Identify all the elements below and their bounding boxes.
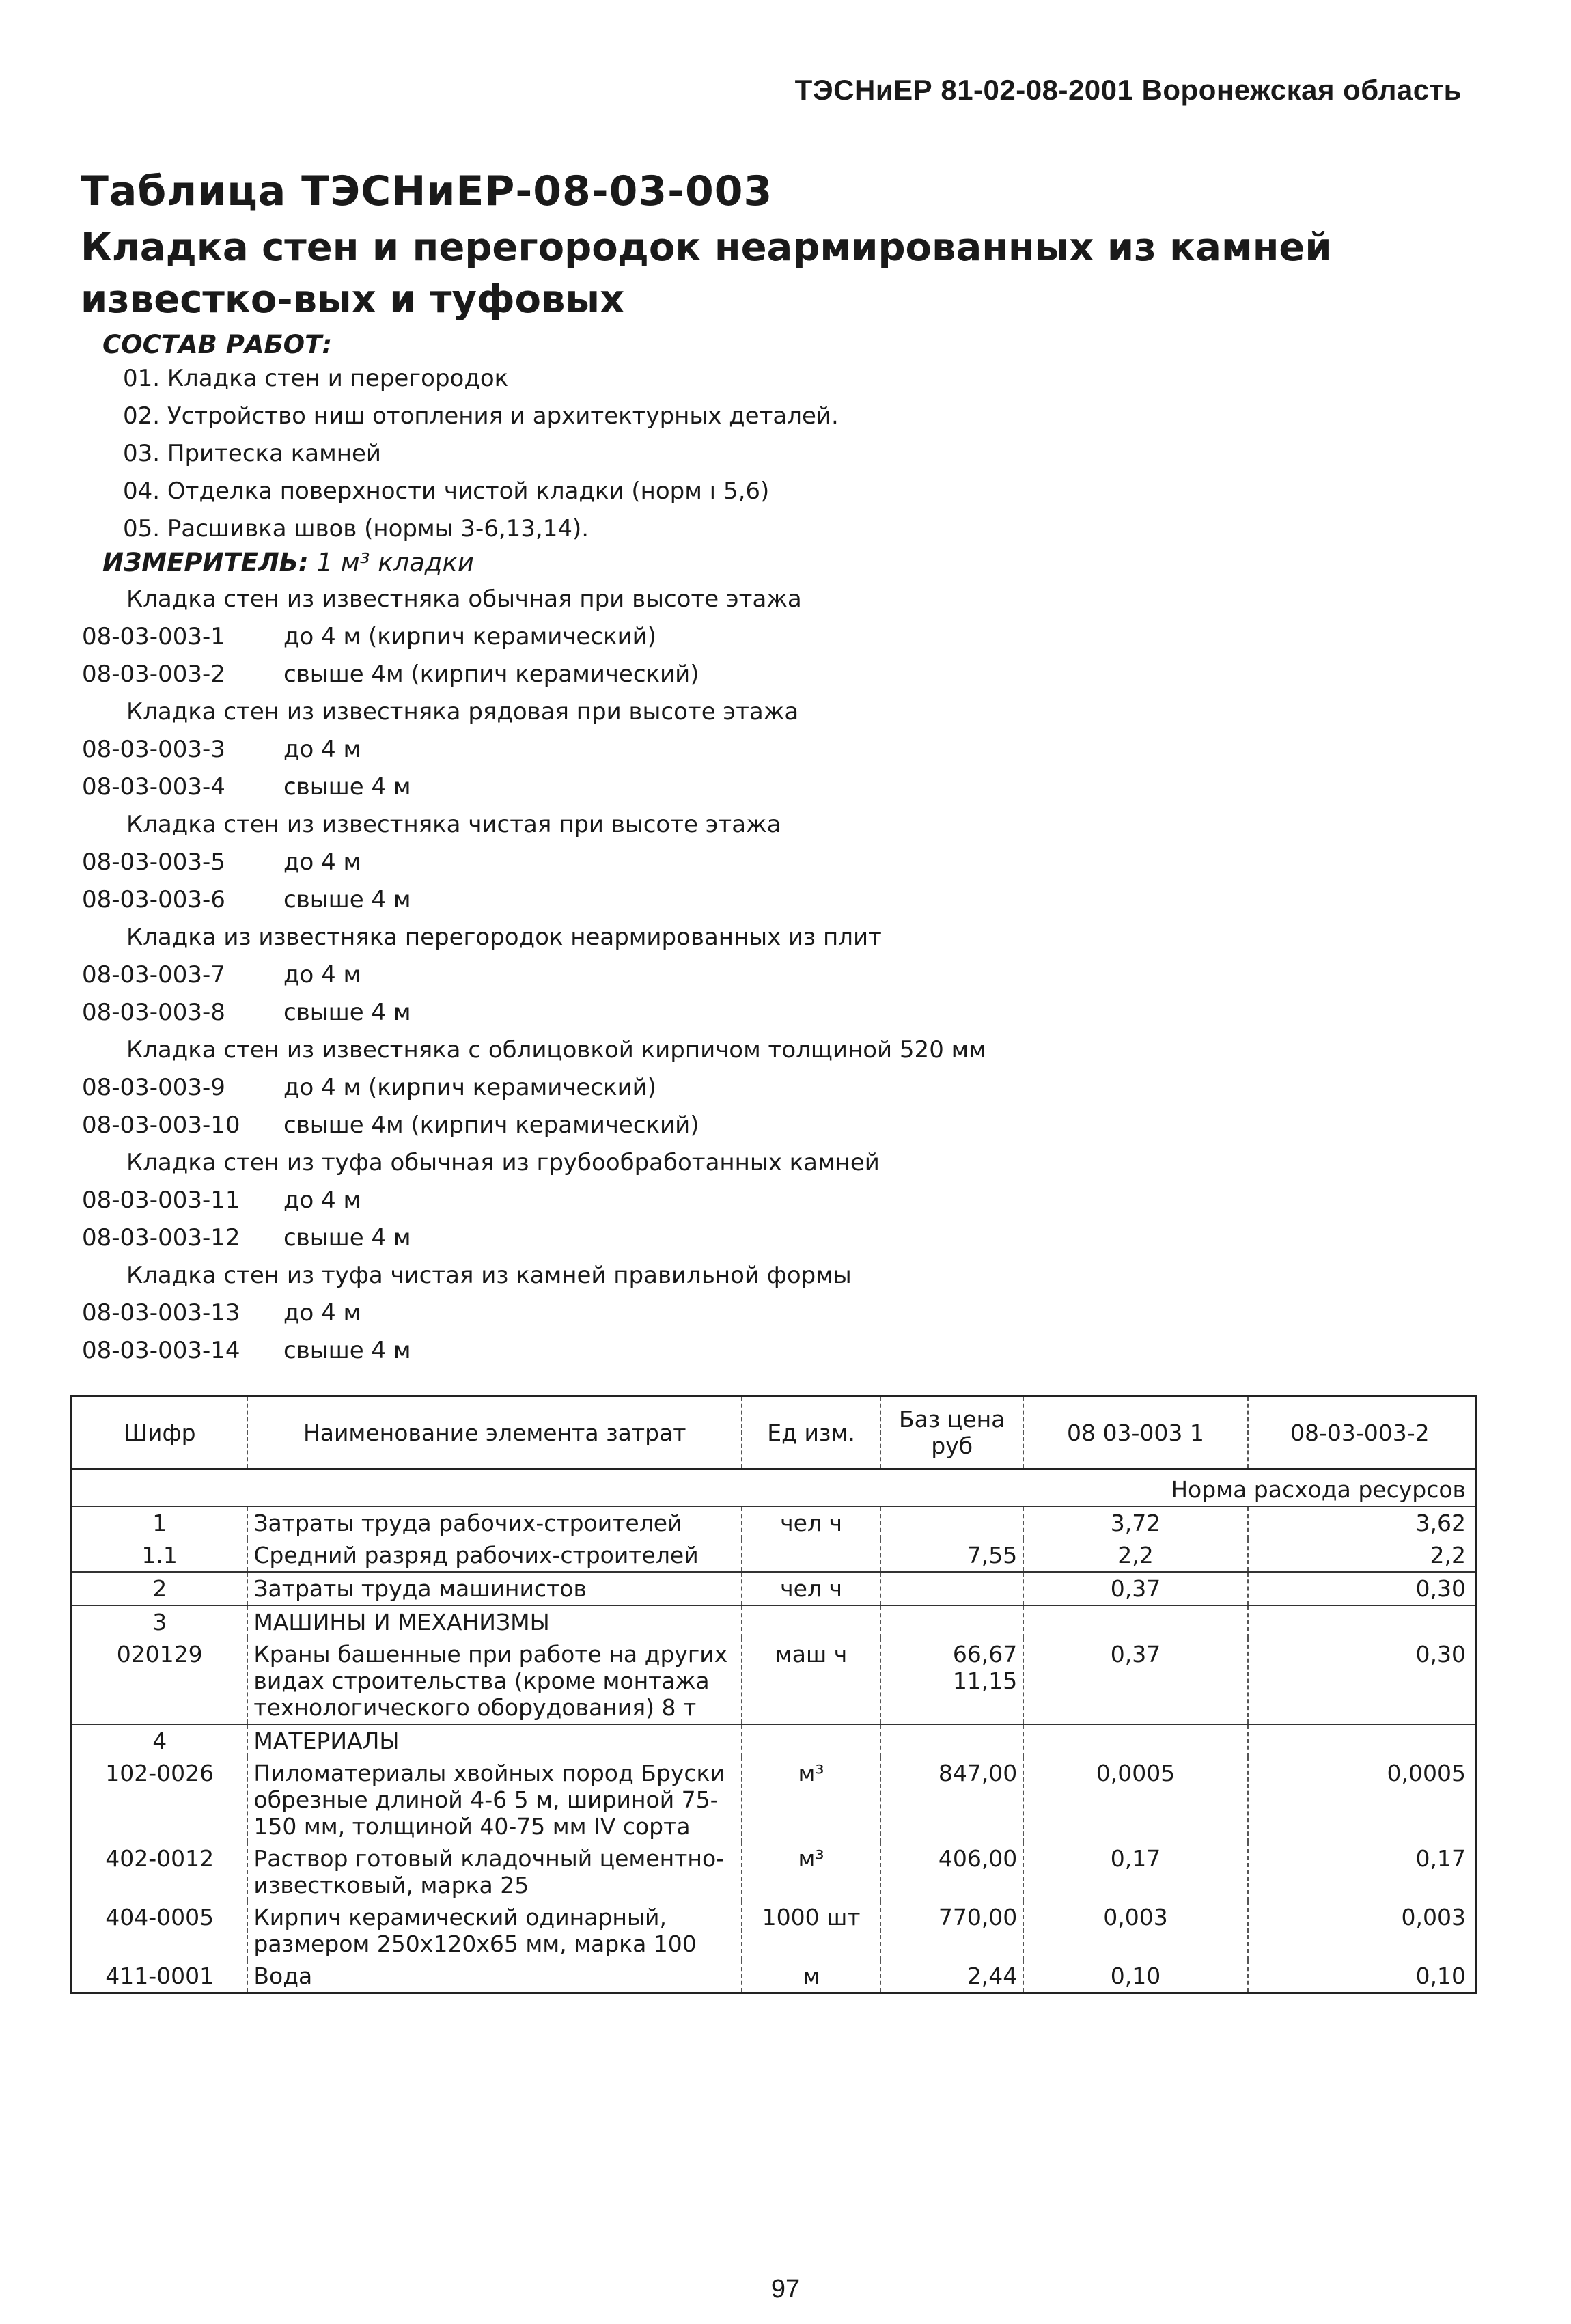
norm-desc: свыше 4м (кирпич керамический) bbox=[283, 1111, 699, 1139]
cell-name: Затраты труда машинистов bbox=[247, 1572, 742, 1605]
cell-code: 102-0026 bbox=[105, 1760, 214, 1786]
table-row bbox=[72, 1506, 1477, 1539]
norm-desc: до 4 м (кирпич керамический) bbox=[283, 1074, 657, 1101]
norm-desc: до 4 м bbox=[283, 736, 361, 763]
code-row bbox=[82, 656, 986, 693]
cell-name: Кирпич керамический одинарный, размером 250x120x65 мм, марка 100 bbox=[247, 1901, 742, 1960]
header-code: Шифр bbox=[72, 1396, 248, 1469]
norm-code: 08-03-003-5 bbox=[82, 848, 225, 876]
code-row bbox=[82, 1069, 986, 1107]
norm-code: 08-03-003-1 bbox=[82, 623, 225, 650]
code-row bbox=[82, 1295, 986, 1332]
group-title: Кладка из известняка перегородок неармированных из плит bbox=[126, 924, 882, 951]
cell-code: 1 bbox=[72, 1506, 248, 1539]
code-row bbox=[82, 994, 986, 1032]
cell-unit bbox=[742, 1605, 880, 1638]
cell-price bbox=[880, 1605, 1023, 1638]
cell-norm-1: 0,37 bbox=[1023, 1638, 1247, 1724]
cell-unit: чел ч bbox=[742, 1506, 880, 1539]
table-title: Таблица ТЭСНиЕР-08-03-003 bbox=[81, 167, 773, 215]
table-row bbox=[72, 1605, 1477, 1638]
cell-price: 66,67 11,15 bbox=[880, 1638, 1023, 1724]
cell-norm-2: 0,17 bbox=[1248, 1842, 1477, 1901]
cell-price: 847,00 bbox=[880, 1757, 1023, 1842]
cell-norm-1 bbox=[1023, 1724, 1247, 1757]
composition-label: СОСТАВ РАБОТ: bbox=[102, 330, 333, 359]
cell-code: 3 bbox=[72, 1605, 248, 1638]
table-row bbox=[72, 1842, 1477, 1901]
cell-norm-2: 0,30 bbox=[1248, 1572, 1477, 1605]
norm-desc: до 4 м (кирпич керамический) bbox=[283, 623, 657, 650]
code-row bbox=[82, 1219, 986, 1257]
norm-desc: свыше 4м (кирпич керамический) bbox=[283, 661, 699, 688]
cell-price bbox=[880, 1724, 1023, 1757]
meter-line bbox=[102, 548, 474, 577]
cell-norm-1: 0,17 bbox=[1023, 1842, 1247, 1901]
cell-price: 2,44 bbox=[880, 1960, 1023, 1993]
table-row bbox=[72, 1901, 1477, 1960]
header-col1: 08 03-003 1 bbox=[1023, 1396, 1247, 1469]
norm-code: 08-03-003-14 bbox=[82, 1337, 240, 1364]
norm-desc: свыше 4 м bbox=[283, 886, 411, 913]
norm-code: 08-03-003-12 bbox=[82, 1224, 240, 1251]
norm-code-list bbox=[82, 581, 986, 1370]
cell-norm-1: 0,37 bbox=[1023, 1572, 1247, 1605]
composition-step: 03. Притеска камней bbox=[123, 440, 381, 467]
table-row bbox=[72, 1572, 1477, 1605]
header-name: Наименование элемента затрат bbox=[247, 1396, 742, 1469]
norm-code: 08-03-003-6 bbox=[82, 886, 225, 913]
cell-norm-1: 0,003 bbox=[1023, 1901, 1247, 1960]
norm-code: 08-03-003-2 bbox=[82, 661, 225, 688]
table-header-row bbox=[72, 1396, 1477, 1469]
cell-norm-1 bbox=[1023, 1605, 1247, 1638]
norm-code: 08-03-003-11 bbox=[82, 1187, 240, 1214]
cell-name: Затраты труда рабочих-строителей bbox=[247, 1506, 742, 1539]
cell-unit bbox=[742, 1724, 880, 1757]
group-title: Кладка стен из известняка обычная при высоте этажа bbox=[126, 585, 802, 613]
norm-desc: до 4 м bbox=[283, 1187, 361, 1214]
cell-price: 7,55 bbox=[880, 1539, 1023, 1572]
cell-norm-2: 0,30 bbox=[1248, 1638, 1477, 1724]
cell-name: Средний разряд рабочих-строителей bbox=[247, 1539, 742, 1572]
cell-norm-2: 2,2 bbox=[1248, 1539, 1477, 1572]
norm-desc: свыше 4 м bbox=[283, 1224, 411, 1251]
composition-step: 04. Отделка поверхности чистой кладки (норм ı 5,6) bbox=[123, 478, 770, 505]
composition-step: 01. Кладка стен и перегородок bbox=[123, 365, 509, 392]
code-row bbox=[82, 881, 986, 919]
header-col2: 08-03-003-2 bbox=[1248, 1396, 1477, 1469]
norm-code: 08-03-003-10 bbox=[82, 1111, 240, 1139]
cell-norm-2: 0,003 bbox=[1248, 1901, 1477, 1960]
cell-code: 2 bbox=[72, 1572, 248, 1605]
table-row bbox=[72, 1638, 1477, 1724]
cell-name: Пиломатериалы хвойных пород Бруски обрезные длиной 4-6 5 м, шириной 75-150 мм, толщиной 40-75 мм IV сорта bbox=[247, 1757, 742, 1842]
group-title: Кладка стен из известняка чистая при высоте этажа bbox=[126, 811, 781, 838]
cell-price bbox=[880, 1572, 1023, 1605]
composition-steps bbox=[123, 360, 839, 548]
norm-desc: до 4 м bbox=[283, 1299, 361, 1327]
meter-label: ИЗМЕРИТЕЛЬ: bbox=[102, 548, 309, 577]
code-row bbox=[82, 769, 986, 806]
header-unit: Ед изм. bbox=[742, 1396, 880, 1469]
group-title: Кладка стен из известняка рядовая при высоте этажа bbox=[126, 698, 799, 725]
norm-header-row bbox=[72, 1469, 1477, 1507]
cell-norm-1: 0,0005 bbox=[1023, 1757, 1247, 1842]
cell-name: Вода bbox=[247, 1960, 742, 1993]
group-title: Кладка стен из туфа чистая из камней правильной формы bbox=[126, 1262, 852, 1289]
cell-code: 404-0005 bbox=[105, 1904, 214, 1931]
cell-price: 770,00 bbox=[880, 1901, 1023, 1960]
code-row bbox=[82, 956, 986, 994]
norm-desc: до 4 м bbox=[283, 848, 361, 876]
norm-desc: свыше 4 м bbox=[283, 999, 411, 1026]
norm-desc: до 4 м bbox=[283, 961, 361, 988]
norm-code: 08-03-003-8 bbox=[82, 999, 225, 1026]
group-title: Кладка стен из известняка с облицовкой кирпичом толщиной 520 мм bbox=[126, 1036, 986, 1064]
norm-code: 08-03-003-13 bbox=[82, 1299, 240, 1327]
code-row bbox=[82, 1332, 986, 1370]
norm-code: 08-03-003-3 bbox=[82, 736, 225, 763]
norm-code: 08-03-003-7 bbox=[82, 961, 225, 988]
composition-step: 05. Расшивка швов (нормы 3-6,13,14). bbox=[123, 515, 589, 542]
code-row bbox=[82, 844, 986, 881]
cell-norm-2: 3,62 bbox=[1248, 1506, 1477, 1539]
page-number: 97 bbox=[770, 2275, 801, 2304]
cell-norm-2: 0,0005 bbox=[1248, 1757, 1477, 1842]
cell-code: 020129 bbox=[116, 1641, 203, 1668]
cell-name: Краны башенные при работе на других видах строительства (кроме монтажа технологического оборудования) 8 т bbox=[247, 1638, 742, 1724]
code-row bbox=[82, 1107, 986, 1144]
table-row bbox=[72, 1539, 1477, 1572]
cell-code: 411-0001 bbox=[105, 1963, 214, 1989]
cell-unit: чел ч bbox=[742, 1572, 880, 1605]
cell-name: Раствор готовый кладочный цементно-известковый, марка 25 bbox=[247, 1842, 742, 1901]
resource-norms-table bbox=[70, 1395, 1477, 1994]
header-price: Баз цена руб bbox=[880, 1396, 1023, 1469]
norm-desc: свыше 4 м bbox=[283, 1337, 411, 1364]
cell-name: МАТЕРИАЛЫ bbox=[247, 1724, 742, 1757]
code-row bbox=[82, 618, 986, 656]
cell-unit: м³ bbox=[742, 1757, 880, 1842]
group-title: Кладка стен из туфа обычная из грубообработанных камней bbox=[126, 1149, 880, 1176]
cell-code: 402-0012 bbox=[105, 1845, 214, 1872]
table-row bbox=[72, 1724, 1477, 1757]
cell-norm-1: 0,10 bbox=[1023, 1960, 1247, 1993]
cell-price bbox=[880, 1506, 1023, 1539]
cell-unit: м bbox=[742, 1960, 880, 1993]
cell-code: 4 bbox=[72, 1724, 248, 1757]
cell-norm-2 bbox=[1248, 1605, 1477, 1638]
norm-code: 08-03-003-9 bbox=[82, 1074, 225, 1101]
cell-code: 1.1 bbox=[141, 1542, 178, 1568]
table-row bbox=[72, 1757, 1477, 1842]
norm-header: Норма расхода ресурсов bbox=[1171, 1476, 1466, 1503]
cell-norm-2: 0,10 bbox=[1248, 1960, 1477, 1993]
composition-step: 02. Устройство ниш отопления и архитектурных деталей. bbox=[123, 402, 839, 430]
meter-value: 1 м³ кладки bbox=[316, 548, 474, 577]
code-row bbox=[82, 731, 986, 769]
cell-unit: маш ч bbox=[742, 1638, 880, 1724]
cell-unit: м³ bbox=[742, 1842, 880, 1901]
cell-norm-1: 2,2 bbox=[1023, 1539, 1247, 1572]
table-row bbox=[72, 1960, 1477, 1993]
code-row bbox=[82, 1182, 986, 1219]
norm-desc: свыше 4 м bbox=[283, 773, 411, 801]
running-header: ТЭСНиЕР 81-02-08-2001 Воронежская область bbox=[794, 74, 1462, 106]
cell-unit bbox=[742, 1539, 880, 1572]
cell-norm-2 bbox=[1248, 1724, 1477, 1757]
cell-norm-1: 3,72 bbox=[1023, 1506, 1247, 1539]
table-subtitle: Кладка стен и перегородок неармированных из камней известко-вых и туфовых bbox=[81, 225, 1332, 322]
norm-code: 08-03-003-4 bbox=[82, 773, 225, 801]
cell-price: 406,00 bbox=[880, 1842, 1023, 1901]
cell-unit: 1000 шт bbox=[742, 1901, 880, 1960]
cell-name: МАШИНЫ И МЕХАНИЗМЫ bbox=[247, 1605, 742, 1638]
